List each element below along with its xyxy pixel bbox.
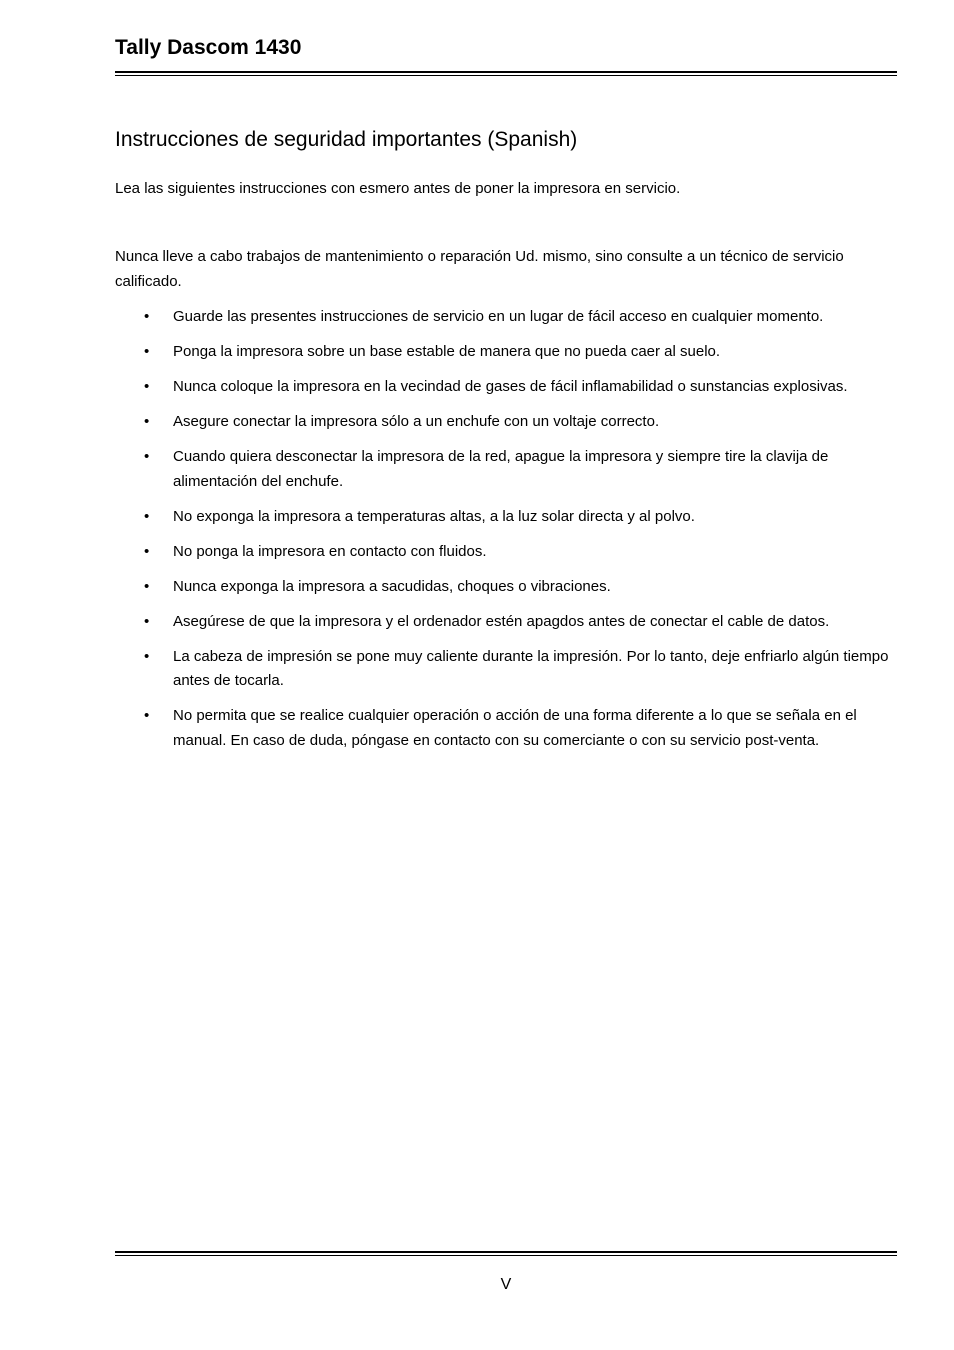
- list-item-text: Cuando quiera desconectar la impresora de la red, apague la impresora y siempre tire la clavija de alimentación del enchufe.: [173, 448, 829, 490]
- bullet-icon: •: [144, 577, 150, 595]
- bullet-icon: •: [144, 308, 150, 325]
- page-number: V: [500, 1276, 512, 1293]
- list-item: [115, 375, 897, 400]
- list-item: [115, 704, 897, 753]
- list-item: [115, 340, 897, 365]
- list-item-text: Ponga la impresora sobre un base estable de manera que no pueda caer al suelo.: [173, 343, 721, 360]
- section-title: Instrucciones de seguridad importantes (Spanish): [115, 128, 578, 151]
- list-item-text: Asegure conectar la impresora sólo a un enchufe con un voltaje correcto.: [173, 413, 660, 430]
- list-item-text: No ponga la impresora en contacto con fluidos.: [173, 542, 487, 560]
- list-item: [115, 575, 897, 600]
- list-item-text: Guarde las presentes instrucciones de servicio en un lugar de fácil acceso en cualquier momento.: [173, 308, 824, 325]
- bullet-icon: •: [144, 647, 150, 665]
- list-item: [115, 305, 897, 330]
- list-item: [115, 540, 897, 565]
- list-item-text: Asegúrese de que la impresora y el ordenador estén apagdos antes de conectar el cable de datos.: [173, 612, 830, 630]
- list-item-text: No permita que se realice cualquier operación o acción de una forma diferente a lo que se señala en el manual. En caso de duda, póngase en contacto con su comerciante o con su servicio post-venta.: [173, 707, 857, 749]
- bullet-icon: •: [144, 707, 150, 724]
- list-item-text: Nunca exponga la impresora a sacudidas, choques o vibraciones.: [173, 577, 611, 595]
- safety-instructions-list: [115, 305, 897, 764]
- bullet-icon: •: [144, 413, 150, 430]
- list-item-text: Nunca coloque la impresora en la vecindad de gases de fácil inflamabilidad o sunstancias explosivas.: [173, 378, 848, 395]
- list-item-text: La cabeza de impresión se pone muy caliente durante la impresión. Por lo tanto, deje enfriarlo algún tiempo antes de tocarla.: [173, 647, 889, 689]
- bullet-icon: •: [144, 542, 150, 560]
- list-item: [115, 645, 897, 694]
- intro-paragraph: Lea las siguientes instrucciones con esmero antes de poner la impresora en servicio.: [115, 180, 681, 197]
- footer-divider: [115, 1251, 897, 1256]
- list-item: [115, 505, 897, 530]
- bullet-icon: •: [144, 343, 150, 360]
- page-header-title: Tally Dascom 1430: [115, 36, 302, 59]
- list-item: [115, 445, 897, 494]
- bullet-icon: •: [144, 448, 150, 465]
- header-divider: [115, 71, 897, 76]
- list-item-text: No exponga la impresora a temperaturas altas, a la luz solar directa y al polvo.: [173, 507, 695, 525]
- bullet-icon: •: [144, 507, 150, 525]
- list-item: [115, 610, 897, 635]
- bullet-icon: •: [144, 612, 150, 630]
- bullet-icon: •: [144, 378, 150, 395]
- warning-paragraph: Nunca lleve a cabo trabajos de mantenimiento o reparación Ud. mismo, sino consulte a un técnico de servicio calificado.: [115, 248, 844, 290]
- list-item: [115, 410, 897, 435]
